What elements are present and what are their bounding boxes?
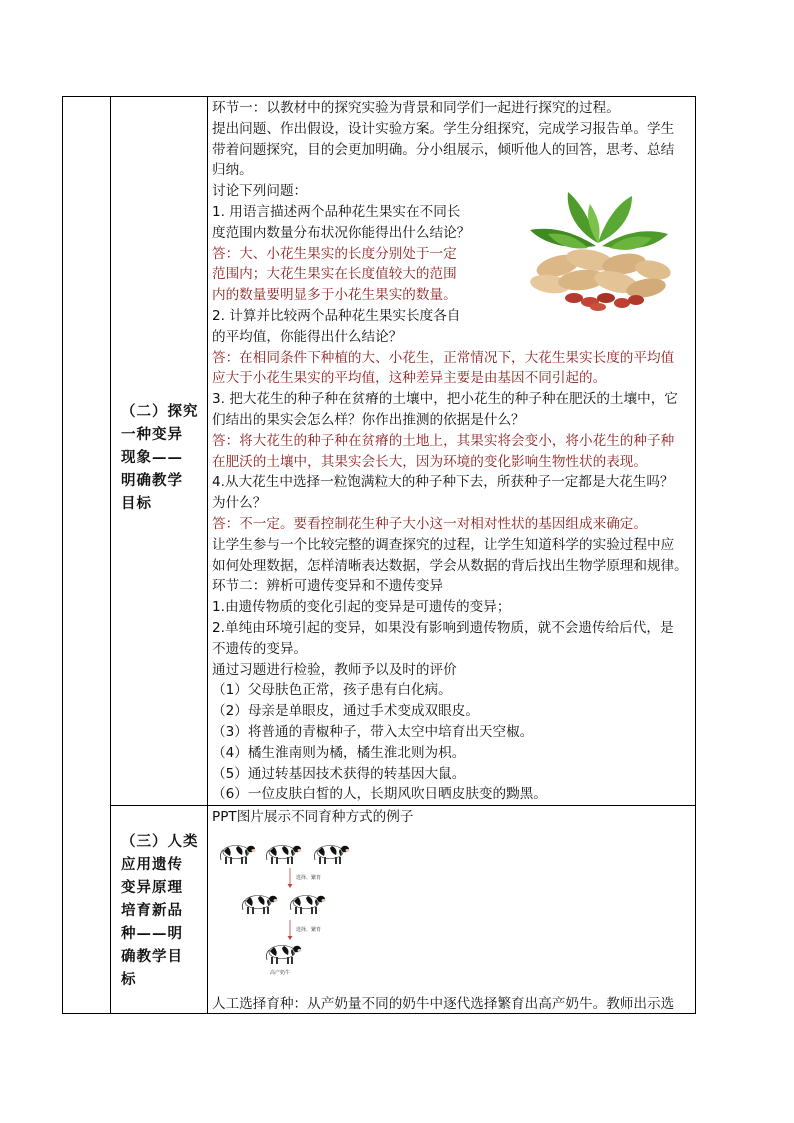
content-line: 归纳。	[212, 162, 253, 179]
table-row-divider	[110, 805, 696, 806]
answer-line: 应大于小花生果实的平均值，这种差异主要是由基因不同引起的。	[212, 370, 607, 387]
exercise-item: （3）将普通的青椒种子，带入太空中培育出天空椒。	[212, 723, 534, 740]
content-line: 环节二：辨析可遗传变异和不遗传变异	[212, 578, 444, 595]
peanut-pods	[529, 246, 673, 300]
diagram-step-label: 选择、繁育	[296, 875, 322, 881]
section-label-breeding	[121, 830, 205, 991]
answer-line: 答：在相同条件下种植的大、小花生，正常情况下，大花生果实长度的平均值	[212, 349, 675, 366]
content-line: 2.单纯由环境引起的变异，如果没有影响到遗传物质，就不会遗传给后代，是	[212, 619, 674, 636]
cow-generation-1c	[314, 846, 349, 865]
exercise-item: （6）一位皮肤白皙的人，长期风吹日晒皮肤变的黝黑。	[212, 786, 547, 803]
section-label-line: （三）人类	[121, 833, 199, 850]
content-line: 带着问题探究，目的会更加明确。分小组展示，倾听他人的回答，思考、总结	[212, 141, 675, 158]
content-line: 不遗传的变异。	[212, 640, 308, 657]
table-border-right	[695, 96, 696, 1014]
content-line: 1.由遗传物质的变化引起的变异是可遗传的变异；	[212, 599, 511, 616]
section-label-explore-variation	[121, 400, 205, 515]
table-column-divider-1	[110, 96, 111, 1014]
answer-line: 内的数量要明显多于小花生果实的数量。	[212, 287, 457, 304]
peanut-leaves	[530, 192, 668, 250]
content-line: 人工选择育种：从产奶量不同的奶牛中逐代选择繁育出高产奶牛。教师出示选	[212, 996, 675, 1012]
cow-breeding-diagram	[212, 838, 352, 980]
content-line: 3. 把大花生的种子种在贫瘠的土壤中，把小花生的种子种在肥沃的土壤中，它	[212, 391, 678, 408]
peanut-kernels	[565, 293, 644, 311]
section-label-line: 确教学目	[121, 948, 183, 965]
content-line: 通过习题进行检验，教师予以及时的评价	[212, 661, 457, 678]
table-border-left	[62, 96, 63, 1014]
content-line: 的平均值，你能得出什么结论？	[212, 328, 403, 345]
arrow-head	[288, 884, 293, 888]
diagram-result-label: 高产奶牛	[270, 970, 291, 976]
section-label-line: 种——明	[121, 925, 183, 942]
section-label-line: 明确教学	[121, 472, 183, 489]
answer-line: 答：不一定。要看控制花生种子大小这一对相对性状的基因组成来确定。	[212, 515, 647, 532]
section-label-line: 应用遗传	[121, 856, 183, 873]
section-label-line: 目标	[121, 495, 152, 512]
exercise-item: （5）通过转基因技术获得的转基因大鼠。	[212, 765, 466, 782]
cow-high-yield	[266, 946, 301, 965]
cow-generation-2b	[290, 896, 325, 915]
section-label-line: （二）探究	[121, 403, 199, 420]
cow-generation-1b	[266, 846, 301, 865]
section-label-line: 一种变异	[121, 426, 183, 443]
diagram-step-label: 选择、繁育	[296, 927, 322, 933]
content-line: 讨论下列问题：	[212, 183, 308, 200]
answer-line: 范围内；大花生果实在长度值较大的范围	[212, 266, 457, 283]
content-line: 度范围内数量分布状况你能得出什么结论？	[212, 224, 471, 241]
arrow-head	[288, 936, 293, 940]
content-line: 2. 计算并比较两个品种花生果实长度各自	[212, 307, 461, 324]
exercise-item: （2）母亲是单眼皮，通过手术变成双眼皮。	[212, 703, 479, 720]
content-line: 环节一：以教材中的探究实验为背景和同学们一起进行探究的过程。	[212, 100, 620, 116]
cow-generation-2a	[242, 896, 277, 915]
peanut-illustration	[518, 188, 678, 312]
exercise-item: （1）父母肤色正常，孩子患有白化病。	[212, 682, 452, 699]
table-column-divider-2	[207, 96, 208, 1014]
answer-line: 答：大、小花生果实的长度分别处于一定	[212, 245, 457, 262]
section-label-line: 培育新品	[121, 902, 183, 919]
content-line: PPT图片展示不同育种方式的例子	[212, 809, 414, 825]
answer-line: 答：将大花生的种子种在贫瘠的土地上，其果实将会变小，将小花生的种子种	[212, 432, 675, 449]
cow-generation-1a	[220, 846, 255, 865]
content-line: 让学生参与一个比较完整的调查探究的过程，让学生知道科学的实验过程中应	[212, 536, 675, 553]
content-line: 为什么？	[212, 495, 267, 512]
section-label-line: 标	[121, 971, 137, 988]
section-content-breeding-top	[212, 807, 694, 828]
content-line: 们结出的果实会怎么样？你作出推测的依据是什么？	[212, 411, 525, 428]
content-line: 4.从大花生中选择一粒饱满粒大的种子种下去，所获种子一定都是大花生吗？	[212, 474, 674, 491]
answer-line: 在肥沃的土壤中，其果实会长大，因为环境的变化影响生物性状的表现。	[212, 453, 647, 470]
section-label-line: 现象——	[121, 449, 183, 466]
content-line: 如何处理数据，怎样清晰表达数据，学会从数据的背后找出生物学原理和规律。	[212, 557, 688, 574]
content-line: 1. 用语言描述两个品种花生果实在不同长	[212, 203, 461, 220]
section-content-breeding-bottom	[212, 994, 694, 1015]
section-label-line: 变异原理	[121, 879, 183, 896]
exercise-item: （4）橘生淮南则为橘，橘生淮北则为枳。	[212, 744, 466, 761]
table-border-top	[62, 96, 696, 97]
content-line: 提出问题、作出假设，设计实验方案。学生分组探究，完成学习报告单。学生	[212, 120, 675, 137]
